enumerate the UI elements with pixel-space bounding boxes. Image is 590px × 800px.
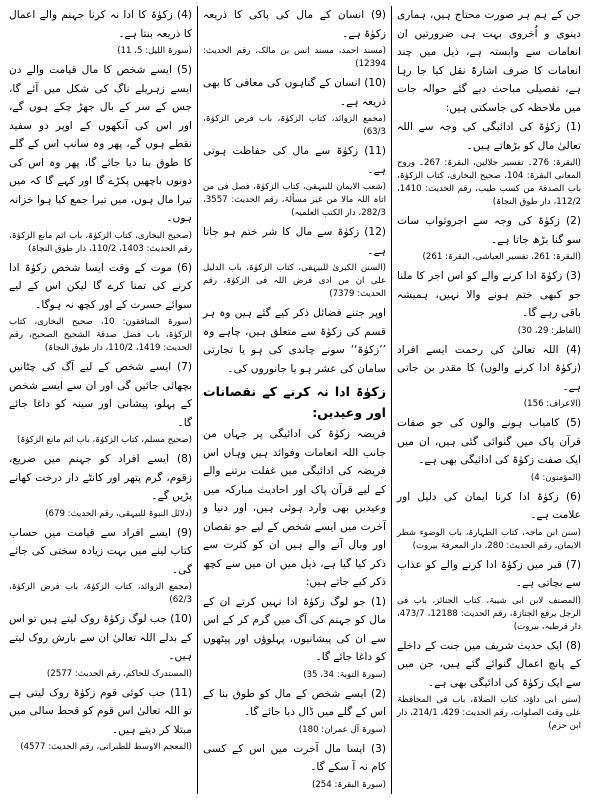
citation-reference: (سورۃ المنافقون: 10، صحیح البخاری، کتاب الزکوٰۃ، باب فضل صدقۃ الشحیح الصحیح، رقم الحدیث: 1419، 110/2، دار طوق النجاۃ) bbox=[9, 317, 192, 353]
citation-reference: (الاعراف: 156) bbox=[523, 399, 581, 409]
paragraph: فریضہ زکوٰۃ کی ادائیگی پر جہاں من جانب اللہ انعامات وفوائد ہیں وہاں اس فریضہ کی ادائیگی میں غفلت برتنے والے کے لیے قرآن پاک اور احادیث مبارکہ میں وعیدیں بھی وارد ہوئی ہیں، اور دنیا و آخرت میں ایسے شخص کے لیے جو نقصان اور وبال آنے والے ہیں ان کو کثرت سے ذکر کیا گیا ہے، ذیل میں ان میں سے کچھ ذکر کیے جاتے ہیں: bbox=[203, 428, 386, 588]
citation-reference: (سورۃ التوبۃ: 34، 35) bbox=[303, 669, 386, 680]
citation-reference: (سورۃ البقرۃ: 254) bbox=[311, 779, 386, 790]
citation-reference: (المعجم الاوسط للطبرانی، رقم الحدیث: 4577) bbox=[20, 742, 192, 752]
list-item: (3) ایسا مال آخرت میں اس کے کسی کام نہ آ سکے گا۔ bbox=[203, 742, 386, 773]
citation-reference: (سنن ابن ماجہ، کتاب الطہارۃ، باب الوضوء شطر الایمان، رقم الحدیث: 280، دار المعرفۃ بیروت) bbox=[397, 527, 581, 551]
citation-reference: (المصنف لابن ابی شیبۃ، کتاب الجنائز، باب فی الرجل یرفع الجنازۃ، رقم الحدیث: 12188، 473/7، دار قرطبہ، بیروت) bbox=[397, 595, 581, 632]
list-item: (1) زکوٰۃ کی ادائیگی کی وجہ سے اللہ تعالیٰ مال کو بڑھاتے ہیں۔ bbox=[397, 121, 581, 152]
citation-reference: (مجمع الزوائد، کتاب الزکوٰۃ، باب فرض الزکوٰۃ، 63/3) bbox=[203, 114, 386, 137]
list-item: (8) ایک حدیث شریف میں جنت کے داخلے کے پانچ اعمال گنوائے گئے ہیں، جن میں سے ایک زکوٰۃ کی ادائیگی بھی ہے۔ bbox=[397, 639, 581, 689]
list-item: (8) ایسے افراد کو جہنم میں ضریع، زقوم، گرم پتھر اور کانٹے دار درخت کھانے پڑیں گے۔ bbox=[9, 453, 192, 502]
citation-reference: (صحیح مسلم، کتاب الزکوٰۃ، باب اثم مانع الزکوٰۃ) bbox=[16, 435, 192, 445]
citation-reference: (سورۃ آل عمران: 180) bbox=[298, 724, 386, 735]
citation-reference: (السنن الکبریٰ للبیہقی، کتاب الزکوٰۃ، باب الدلیل علی ان من ادی فرض اللہ فی الزکوٰۃ، رقم الحدیث: 7379) bbox=[203, 263, 386, 299]
list-item: (12) زکوٰۃ سے مال کا شر ختم ہو جاتا ہے۔ bbox=[203, 226, 386, 257]
citation-reference: (صحیح البخاری، کتاب الزکوٰۃ، باب اثم مانع الزکوٰۃ، رقم الحدیث: 1403، 110/2، دار طوق النجاۃ) bbox=[9, 230, 192, 254]
citation-reference: (البقرۃ: 276۔ تفسیر جلالین، البقرۃ: 267۔ وروح المعانی البقرۃ: 104، صحیح البخاری، کتاب الزکوٰۃ، باب الصدقۃ من کسب طیب، رقم الحدیث: 1410، 112/2، دار طوق النجاۃ) bbox=[397, 158, 581, 207]
citation-reference: (المستدرک للحاکم، رقم الحدیث: 2577) bbox=[46, 668, 192, 679]
list-item: (11) جب کوئی قوم زکوٰۃ روک لیتی ہے تو اللہ تعالیٰ اس قوم کو قحط سالی میں مبتلا کر دیتے ہیں۔ bbox=[9, 686, 192, 736]
list-item: (9) ایسے افراد سے قیامت میں حساب کتاب لینے میں بہت زیادہ سختی کی جائے گی۔ bbox=[9, 526, 192, 576]
list-item: (11) زکوٰۃ سے مال کی حفاظت ہوتی ہے۔ bbox=[203, 145, 386, 176]
list-item: (10) انسان کے گناہوں کی معافی کا بھی ذریعہ ہے۔ bbox=[203, 77, 386, 108]
paragraph: اوپر جتنے فضائل ذکر کیے گئے ہیں وہ ہر قسم کی زکوٰۃ سے متعلق ہیں، چاہے وہ ’’زکوٰۃ‘‘ سونے چاندی کی ہو یا تجارتی سامان کی عشر ہو یا جانوروں کی۔ bbox=[203, 307, 386, 375]
list-item: (5) کامیاب ہونے والوں کی جو صفات قرآن پاک میں گنوائی گئی ہیں، ان میں ایک صفت زکوٰۃ کی ادائیگی بھی ہے۔ bbox=[397, 417, 581, 466]
list-item: (9) انسان کے مال کی پاکی کا ذریعہ زکوٰۃ ہے۔ bbox=[203, 9, 386, 40]
list-item: (6) زکوٰۃ ادا کرنا ایمان کی دلیل اور علامت ہے۔ bbox=[397, 490, 581, 521]
list-item: (5) ایسے شخص کا مال قیامت والے دن ایسے زہریلے ناگ کی شکل میں آئے گا، جس کے سر کے بال جھڑ چکے ہوں گے، اور اس کی آنکھوں کے اوپر دو سفید نقطے ہوں گے، پھر وہ سانپ اس کے گلے کا طوق بنا دیا جائے گا، پھر وہ اس کی دونوں باچھیں پکڑے گا اور کہے گا کہ میں تیرا مال ہوں، میں تیرا جمع کیا ہوا خزانہ ہوں۔ bbox=[9, 64, 192, 224]
list-item: (7) ایسے شخص کے لیے آگ کی چٹانیں بچھائی جائیں گی اور ان سے ایسے شخص کے پہلو، پیشانی اور سینہ کو داغا جائے گا۔ bbox=[9, 361, 192, 429]
citation-reference: (شعب الایمان للبیہقی، کتاب الزکوٰۃ، فصل فی من اتاہ اللہ مالا من غیر مسألۃ، رقم الحدیث: 3557، 282/3، دار الکتب العلمیہ) bbox=[203, 182, 386, 218]
paragraph: جن کے ہم ہر صورت محتاج ہیں، ہماری دینوی و اُخروی بہت ہی ضرورتیں ان انعامات سے وابستہ ہے، ذیل میں چند انعامات کا صرف اشارۃً نقل کیا جا رہا ہے، تفصیلی مباحث دیے گئے حوالہ جات میں ملاحظہ کی جاسکتی ہیں: bbox=[397, 9, 581, 114]
citation-reference: (سورۃ اللیل: 5، 11) bbox=[117, 46, 192, 56]
list-item: (7) قبر میں زکوٰۃ ادا کرنے والے کو عذاب سے بچاتی ہے۔ bbox=[397, 558, 581, 589]
list-item: (2) زکوٰۃ کی وجہ سے اجروثواب سات سو گنا بڑھ جاتا ہے۔ bbox=[397, 215, 581, 246]
citation-reference: (الفاطر: 29، 30) bbox=[517, 325, 581, 336]
citation-reference: (البقرۃ: 261، تفسیر العیاشی، البقرۃ: 261) bbox=[422, 252, 581, 262]
text-column-right bbox=[392, 6, 586, 794]
citation-reference: (مسند احمد، مسند انس بن مالک، رقم الحدیث: 12394) bbox=[203, 46, 386, 69]
section-heading: زکوٰۃ ادا نہ کرنے کے نقصانات اور وعیدیں: bbox=[203, 384, 386, 420]
text-column-left bbox=[4, 6, 198, 794]
list-item: (3) زکوٰۃ ادا کرنے والے کو اس اجر کا ملنا جو کبھی ختم ہونے والا نہیں، ہمیشہ باقی رہے گا۔ bbox=[397, 270, 581, 319]
citation-reference: (المؤمنون: 4) bbox=[530, 472, 581, 483]
list-item: (4) زکوٰۃ کا ادا نہ کرنا جہنم والے اعمال کا ذریعہ بنتا ہے۔ bbox=[9, 9, 192, 40]
citation-reference: (سنن ابی داؤد، کتاب الصلاۃ، باب فی المحافظۃ علی وقت الصلوات، رقم الحدیث: 429، 214/1، دار ابن حزم) bbox=[397, 695, 581, 731]
list-item: (6) موت کے وقت ایسا شخص زکوٰۃ ادا کرنے کی تمنا کرے گا لیکن اس کے لیے سوائے حسرت کے اور کچھ نہ ہوگا۔ bbox=[9, 261, 192, 311]
list-item: (2) ایسے شخص کے مال کو طوق بنا کے اس کے گلے میں ڈال دیا جائے گا۔ bbox=[203, 687, 386, 718]
list-item: (10) جب لوگ زکوٰۃ روک لیتے ہیں تو اس کے بدلے اللہ تعالیٰ ان سے بارش روک لیتے ہیں۔ bbox=[9, 613, 192, 662]
text-column-middle bbox=[198, 6, 392, 794]
article-page bbox=[4, 6, 586, 794]
citation-reference: (دلائل النبوۃ للبیہقی، رقم الحدیث: 679) bbox=[45, 508, 192, 519]
list-item: (1) جو لوگ زکوٰۃ ادا نہیں کرتے ان کے مال کو جہنم کی آگ میں گرم کر کے اس سے ان کی پیشانیوں، پہلوؤں اور پیٹھوں کو داغا جائے گا۔ bbox=[203, 595, 386, 663]
list-item: (4) اللہ تعالیٰ کی رحمت ایسے افراد (زکوٰۃ ادا کرنے والوں) کا مقدر بن جاتی ہے۔ bbox=[397, 343, 581, 393]
citation-reference: (مجمع الزوائد، کتاب الزکوٰۃ، باب فرض الزکوٰۃ، 62/3) bbox=[9, 582, 192, 605]
